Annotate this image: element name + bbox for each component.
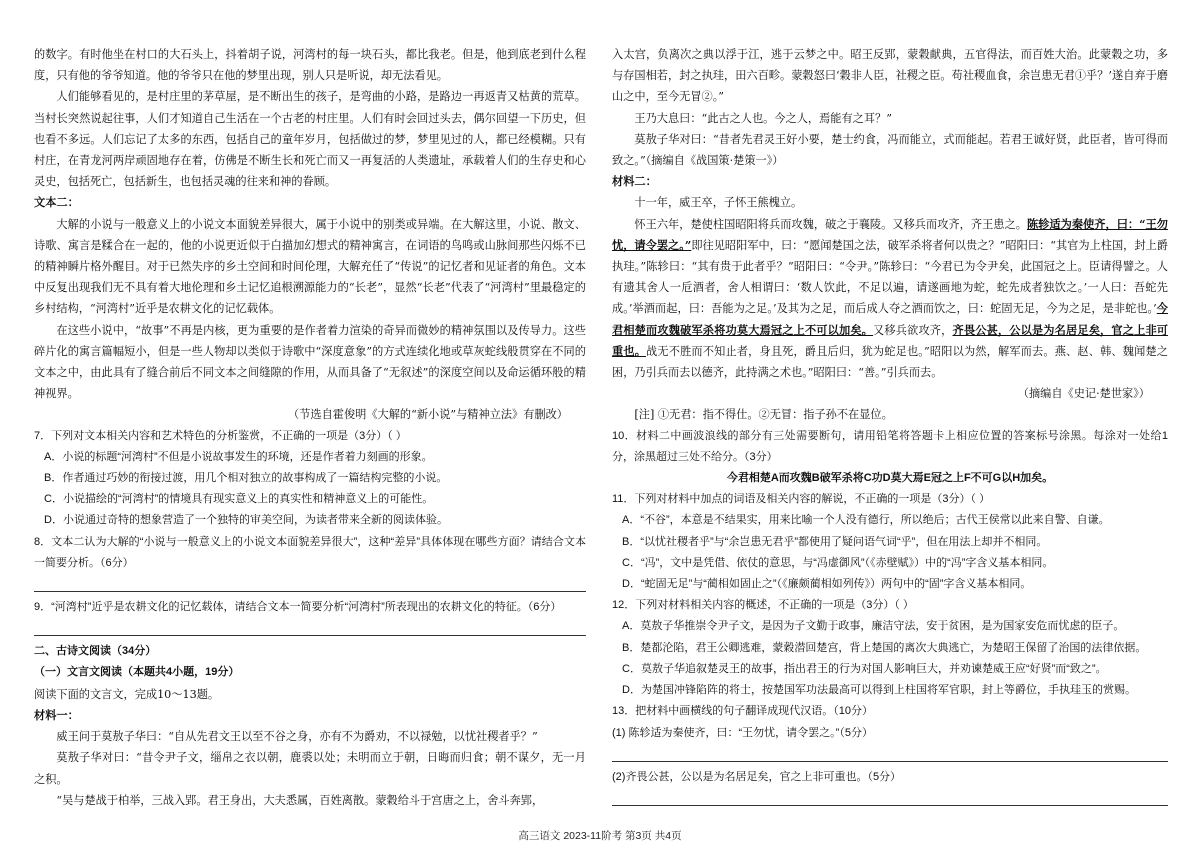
answer-line — [34, 622, 586, 636]
subsection-title: （一）文言文阅读（本题共4小题，19分） — [34, 666, 240, 679]
question-8: 8．文本二认为大解的“小说与一般意义上的小说文本面貌差异很大”，这种“差异”具体体现在哪些方面？请结合文本一简要分析。（6分） — [34, 535, 586, 569]
wavy-underlined-sentence: 今君相楚而攻魏破军杀将功莫大焉冠之上不可以加矣。 — [612, 301, 1168, 337]
paragraph: 莫敖子华对曰：“昔者先君灵王好小要，楚士约食，冯而能立，式而能起。若君王诚好贤，此臣者，皆可得而致之。”（摘编自《战国策·楚策一》） — [612, 132, 1168, 168]
answer-line — [34, 578, 586, 592]
question-10-sentence: 今君相楚A而攻魏B破军杀将C功D莫大焉E冠之上F不可G以H加矣。 — [726, 472, 1054, 485]
option-c: C．小说描绘的“河湾村”的情境具有现实意义上的真实性和精神意义上的可能性。 — [44, 493, 434, 506]
paragraph: 大解的小说与一般意义上的小说文本面貌差异很大，属于小说中的别类或异端。在大解这里，小说、散文、诗歌、寓言是糅合在一起的，他的小说更近似于白描加幻想式的精神寓言，在词语的鸟鸣或山脉间那些闪烁不已的精神瞬片格外醒目。对于已然失序的乡土空间和时间伦理，大解充任了“传说”的记忆者和见证者的角色。文本中反复出现我们无不具有着大地伦理和乡土记忆追根溯源能力的“长老”，显然“长老”代表了“河湾村”里最稳定的乡村结构，“河湾村”近乎是农耕文化的记忆载体。 — [34, 217, 586, 316]
option-d: D．小说通过奇特的想象营造了一个独特的审美空间，为读者带来全新的阅读体验。 — [44, 514, 448, 527]
paragraph: 威王问于莫敖子华曰：“自从先君文王以至不谷之身，亦有不为爵劝，不以禄勉，以忧社稷者乎？” — [56, 730, 538, 744]
section-title: 二、古诗文阅读（34分） — [34, 645, 157, 658]
section-heading: 文本二： — [34, 195, 79, 210]
paragraph: 入太宫，负离次之典以浮于江，逃于云梦之中。昭王反郢，蒙穀献典，五官得法，而百姓大治。此蒙穀之功，多与存国相若，封之执珪，田六百畛。蒙穀怒曰‘穀非人臣，社稷之臣。苟社稷血食，余岂患无君①乎？’遂自弃于磨山之中，至今无冒②。” — [612, 48, 1168, 104]
question-10: 10．材料二中画波浪线的部分有三处需要断句，请用铅笔将答题卡上相应位置的答案标号涂黑。每涂对一处给1分，涂黑超过三处不给分。（3分） — [612, 429, 1168, 463]
question-7: 7．下列对文本相关内容和艺术特色的分析鉴赏，不正确的一项是（3分）（ ） — [34, 429, 407, 442]
footnote: [注] ①无君：指不得仕。②无冒：指子孙不在显位。 — [634, 408, 893, 422]
option-a: A．小说的标题“河湾村”不但是小说故事发生的环境，还是作者着力刻画的形象。 — [44, 450, 433, 463]
paragraph: 的数字。有时他坐在村口的大石头上，抖着胡子说，河湾村的每一块石头，都比我老。但是，他到底老到什么程度，只有他的爷爷知道。他的爷爷只在他的梦里出现，别人只是听说，却无法看见。 — [34, 48, 586, 83]
option-b: B．楚都沦陷，君王公卿逃难，蒙穀潜回楚宫，背上楚国的离次大典逃亡，为楚昭王保留了治国的法律依据。 — [622, 641, 1147, 654]
source-note: （摘编自《史记·楚世家》） — [1017, 387, 1150, 401]
option-c: C．“冯”，文中是凭借、依仗的意思，与“冯虚御风”（《赤壁赋》）中的“冯”字含义基本相同。 — [622, 556, 1054, 569]
material-title: 材料二： — [612, 174, 657, 189]
paragraph — [612, 214, 1168, 384]
option-a: A．“不谷”，本意是不结果实，用来比喻一个人没有德行，所以绝后；古代王侯常以此来自警、自谦。 — [622, 514, 1110, 527]
material-title: 材料一： — [34, 707, 79, 722]
question-9: 9．“河湾村”近乎是农耕文化的记忆载体，请结合文本一简要分析“河湾村”所表现出的农耕文化的特征。（6分） — [34, 601, 562, 614]
text-run: 又移兵欲攻齐， — [873, 323, 953, 337]
instruction: 阅读下面的文言文，完成10～13题。 — [34, 687, 220, 701]
option-a: A．莫敖子华推崇令尹子文，是因为子文勤于政事，廉洁守法，安于贫困，是为国家安危而忧虑的臣子。 — [622, 620, 1125, 633]
text-run: 战无不胜而不知止者，身且死，爵且后归，犹为蛇足也。”昭阳以为然，解军而去。燕、赵、韩、魏闻楚之困，乃引兵而去以德齐，此持满之术也。”昭阳曰：“善。”引兵而去。 — [612, 344, 1168, 380]
answer-line — [612, 748, 1168, 762]
paragraph: 在这些小说中，“故事”不再是内核，更为重要的是作者着力渲染的奇异而微妙的精神氛围以及传导力。这些碎片化的寓言篇幅短小，但是一些人物却以类似于诗歌中“深度意象”的方式连续化地或草灰蛇线般贯穿在不同的文本之中，由此具有了缝合前后不同文本之间缝隙的作用，从而具备了“无叙述”的深度空间以及命运循环般的精神视界。 — [34, 323, 586, 401]
paragraph: 人们能够看见的，是村庄里的茅草屋，是不断出生的孩子，是弯曲的小路，是路边一再返青又枯黄的荒草。当村长突然说起往事，人们才知道自己生活在一个古老的村庄里。人们有时会回过头去，偶尔回望一下历史，但也看不多远。人们忘记了太多的东西，包括自己的童年岁月，包括做过的梦，梦里见过的人，都已经模糊。只有村庄，在青龙河两岸顽固地存在着，仿佛是不断生长和死亡而又一再复活的人类遗址，承载着人们的生存史和心灵史，包括死亡，包括新生，也包括灵魂的往来和神的眷顾。 — [34, 90, 586, 189]
question-13-1: (1) 陈轸适为秦使齐，曰：“王勿忧，请令罢之。”（5分） — [612, 726, 873, 739]
paragraph: 莫敖子华对曰：“昔令尹子文，缁帛之衣以朝，鹿裘以处；未明而立于朝，日晦而归食；朝不谋夕，无一月之积。 — [34, 751, 586, 786]
option-b: B．作者通过巧妙的衔接过渡，用几个相对独立的故事构成了一篇结构完整的小说。 — [44, 472, 448, 485]
option-b: B．“以忧社稷者乎”与“余岂患无君乎”都使用了疑问语气词“乎”，但在用法上却并不相同。 — [622, 535, 1048, 548]
question-12: 12．下列对材料相关内容的概述，不正确的一项是（3分）（ ） — [612, 599, 914, 612]
question-13-2: (2)齐畏公甚，公以是为名居足矣，官之上非可重也。（5分） — [612, 770, 902, 783]
text-run: 怀王六年，楚使柱国昭阳将兵而攻魏，破之于襄陵。又移兵而攻齐，齐王患之。 — [634, 217, 1027, 231]
question-13: 13．把材料中画横线的句子翻译成现代汉语。（10分） — [612, 705, 873, 718]
option-d: D．“蛇固无足”与“蔺相如固止之”（《廉颇蔺相如列传》）两句中的“固”字含义基本相同。 — [622, 578, 1032, 591]
page-footer: 高三语文 2023-11阶考 第3页 共4页 — [518, 830, 682, 842]
question-11: 11．下列对材料中加点的词语及相关内容的解说，不正确的一项是（3分）（ ） — [612, 493, 991, 506]
paragraph: “吴与楚战于柏举，三战入郢。君王身出，大夫悉属，百姓离散。蒙穀给斗于宫唐之上，舍斗奔郢， — [56, 793, 544, 807]
option-d: D．为楚国冲锋陷阵的将士，按楚国军功法最高可以得到上柱国将军官职，封上等爵位，手执珪玉的赏赐。 — [622, 684, 1136, 697]
paragraph: 十一年，威王卒，子怀王熊槐立。 — [634, 196, 803, 210]
answer-line — [612, 792, 1168, 806]
underlined-sentence-2: 齐畏公甚，公以是为名居足矣，官之上非可重也。 — [612, 322, 1168, 358]
text-run: 即往见昭阳军中，曰：“愿闻楚国之法，破军杀将者何以贵之？”昭阳曰：“其官为上柱国，封上爵执珪。”陈轸曰：“其有贵于此者乎？”昭阳曰：“令尹。”陈轸曰：“今君已为令尹矣，此国冠之上。臣请得譬之。人有遗其舍人一卮酒者，舍人相谓曰：‘数人饮此，不足以遍，请遂画地为蛇，蛇先成者独饮之。’一人曰：吾蛇先成。’举酒而起，曰：吾能为之足。’及其为之足，而后成人夺之酒而饮之，曰：蛇固无足，今为之足，是非蛇也。’ — [612, 238, 1168, 316]
paragraph: 王乃大息曰：“此古之人也。今之人，焉能有之耳？” — [634, 111, 892, 125]
right-column — [612, 44, 1168, 811]
option-c: C．莫敖子华追叙楚灵王的故事，指出君王的行为对国人影响巨大，并劝谏楚威王应“好贤”而“致之”。 — [622, 662, 1107, 675]
underlined-sentence-1: 陈轸适为秦使齐，曰：“王勿忧，请令罢之。” — [612, 216, 1168, 252]
left-column — [34, 44, 586, 811]
source-note: （节选自霍俊明《大解的“新小说”与精神立法》有删改） — [288, 408, 568, 422]
